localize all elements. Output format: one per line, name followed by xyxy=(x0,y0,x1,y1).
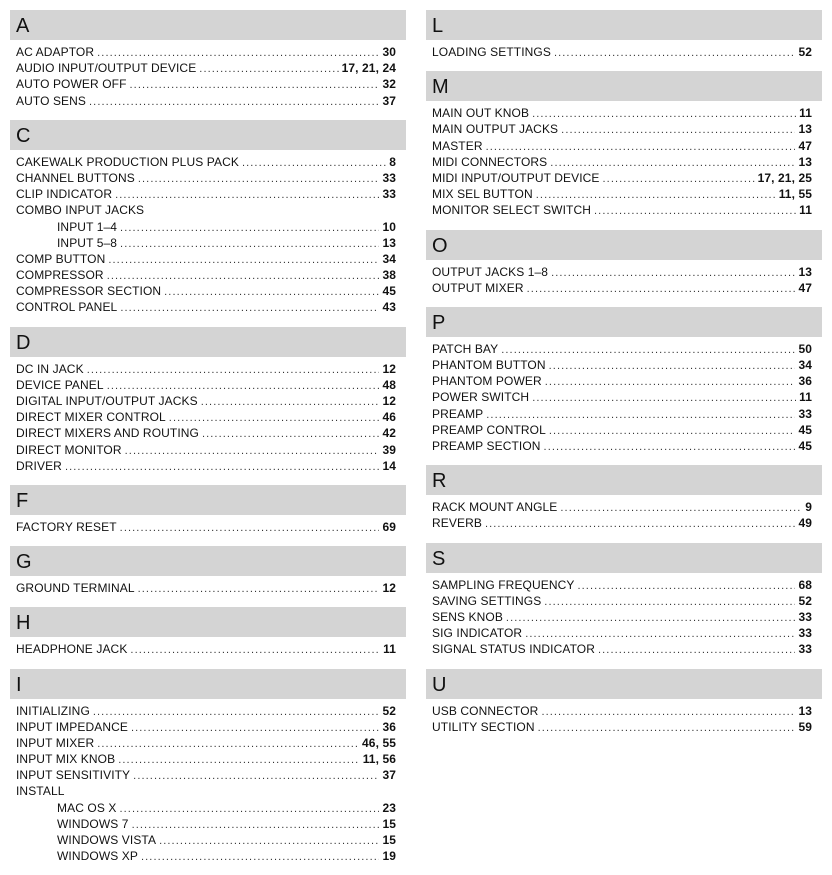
section-letter-header: U xyxy=(426,669,822,699)
index-entry-page: 33 xyxy=(382,187,396,202)
dot-leader xyxy=(120,300,379,316)
dot-leader xyxy=(93,704,380,720)
dot-leader xyxy=(532,106,796,122)
index-entry-page: 33 xyxy=(382,170,396,185)
index-entry xyxy=(10,641,406,657)
dot-leader xyxy=(202,426,379,442)
index-entry-label: MIDI CONNECTORS xyxy=(432,154,548,169)
index-entry-label: AUTO POWER OFF xyxy=(16,77,127,92)
index-entry xyxy=(426,593,822,609)
index-entry xyxy=(426,280,822,296)
index-entry xyxy=(10,76,406,92)
index-entry-label: DEVICE PANEL xyxy=(16,377,104,392)
index-entry-label: COMPRESSOR SECTION xyxy=(16,284,162,299)
index-entry xyxy=(10,735,406,751)
index-entry-page: 12 xyxy=(382,581,396,596)
dot-leader xyxy=(131,720,379,736)
index-entry-page: 68 xyxy=(798,577,812,592)
index-entry-label: OUTPUT MIXER xyxy=(432,280,524,295)
index-section-i xyxy=(10,669,406,865)
index-entry xyxy=(426,389,822,405)
index-entry-label: OUTPUT JACKS 1–8 xyxy=(432,264,549,279)
index-entry-page: 37 xyxy=(382,93,396,108)
index-entry-label: DIRECT MIXER CONTROL xyxy=(16,410,166,425)
section-letter-header: P xyxy=(426,307,822,337)
index-entry-label: GROUND TERMINAL xyxy=(16,581,135,596)
dot-leader xyxy=(598,642,795,658)
index-entry-page: 42 xyxy=(382,426,396,441)
index-entry-page: 33 xyxy=(798,642,812,657)
index-entry-label: INPUT MIXER xyxy=(16,735,95,750)
dot-leader xyxy=(561,122,795,138)
index-entry xyxy=(426,373,822,389)
index-column-right xyxy=(426,10,822,746)
index-entry-label: HEADPHONE JACK xyxy=(16,642,128,657)
index-section-f xyxy=(10,485,406,535)
section-letter-header: I xyxy=(10,669,406,699)
index-entry xyxy=(10,519,406,535)
section-entries xyxy=(426,40,822,60)
index-entry-page: 43 xyxy=(382,300,396,315)
index-entry xyxy=(426,186,822,202)
dot-leader xyxy=(549,358,796,374)
index-entry-label: INPUT 5–8 xyxy=(57,235,118,250)
dot-leader xyxy=(549,423,796,439)
index-entry-label: DC IN JACK xyxy=(16,361,84,376)
dot-leader xyxy=(133,768,379,784)
index-entry xyxy=(426,577,822,593)
section-letter-header: D xyxy=(10,327,406,357)
dot-leader xyxy=(108,252,379,268)
index-entry xyxy=(10,251,406,267)
index-entry-page: 32 xyxy=(382,77,396,92)
index-entry-page: 13 xyxy=(798,154,812,169)
index-entry xyxy=(10,299,406,315)
index-entry-page: 46 xyxy=(382,410,396,425)
index-entry-label: SIG INDICATOR xyxy=(432,626,523,641)
index-entry-page: 15 xyxy=(382,816,396,831)
dot-leader xyxy=(141,849,379,865)
section-entries xyxy=(10,150,406,316)
dot-leader xyxy=(115,187,379,203)
index-entry xyxy=(10,816,406,832)
index-entry xyxy=(426,357,822,373)
index-entry xyxy=(10,283,406,299)
index-entry-page: 13 xyxy=(798,703,812,718)
index-entry-page: 19 xyxy=(382,849,396,864)
dot-leader xyxy=(578,578,796,594)
dot-leader xyxy=(536,187,776,203)
index-entry xyxy=(10,267,406,283)
index-entry-label: MAC OS X xyxy=(57,800,117,815)
index-entry xyxy=(10,219,406,235)
dot-leader xyxy=(97,736,359,752)
index-entry xyxy=(10,580,406,596)
dot-leader xyxy=(87,362,380,378)
index-entry xyxy=(10,377,406,393)
index-entry-page: 37 xyxy=(382,768,396,783)
index-entry xyxy=(10,44,406,60)
index-entry xyxy=(10,800,406,816)
index-entry-label: WINDOWS VISTA xyxy=(57,833,157,847)
index-section-a xyxy=(10,10,406,109)
index-entry-page: 48 xyxy=(382,377,396,392)
index-entry-page: 11, 55 xyxy=(778,187,812,202)
index-entry-label: INPUT IMPEDANCE xyxy=(16,719,128,734)
dot-leader xyxy=(132,817,380,833)
index-entry-label: PHANTOM POWER xyxy=(432,374,542,389)
index-entry xyxy=(10,442,406,458)
index-entry-page: 46, 55 xyxy=(362,735,396,750)
index-entry xyxy=(10,409,406,425)
index-entry-label: POWER SWITCH xyxy=(432,390,530,405)
dot-leader xyxy=(545,374,796,390)
index-entry-label: MONITOR SELECT SWITCH xyxy=(432,203,592,218)
index-entry-page: 49 xyxy=(798,516,812,531)
dot-leader xyxy=(541,704,795,720)
index-entry-label: INPUT 1–4 xyxy=(57,219,118,234)
dot-leader xyxy=(119,801,379,817)
index-entry xyxy=(426,499,822,515)
index-entry xyxy=(10,703,406,719)
index-entry-page: 52 xyxy=(798,45,812,59)
index-entry-label: COMP BUTTON xyxy=(16,251,106,266)
index-entry-page: 13 xyxy=(382,235,396,250)
section-letter-header: L xyxy=(426,10,822,40)
dot-leader xyxy=(544,594,795,610)
index-entry-label: INPUT MIX KNOB xyxy=(16,752,116,767)
section-entries xyxy=(10,699,406,865)
index-entry-page: 52 xyxy=(382,703,396,718)
index-entry xyxy=(10,235,406,251)
dot-leader xyxy=(159,833,379,849)
section-letter-header: M xyxy=(426,71,822,101)
index-entry xyxy=(10,425,406,441)
index-entry-label: INITIALIZING xyxy=(16,703,90,718)
section-letter-header: G xyxy=(10,546,406,576)
index-entry-label: PREAMP CONTROL xyxy=(432,422,546,437)
index-section-l xyxy=(426,10,822,60)
index-entry-page: 10 xyxy=(382,219,396,234)
index-entry-label: MAIN OUT KNOB xyxy=(432,106,530,121)
index-entry-page: 11 xyxy=(799,390,812,405)
section-entries xyxy=(10,637,406,657)
index-entry-page: 45 xyxy=(798,439,812,453)
dot-leader xyxy=(65,459,379,475)
index-entry-label: SIGNAL STATUS INDICATOR xyxy=(432,642,595,657)
index-entry-label: PREAMP xyxy=(432,406,484,421)
index-entry-label: WINDOWS XP xyxy=(57,849,138,864)
dot-leader xyxy=(169,410,380,426)
index-section-g xyxy=(10,546,406,596)
dot-leader xyxy=(560,500,802,516)
index-entry-label: REVERB xyxy=(432,516,482,531)
index-entry-label: SAMPLING FREQUENCY xyxy=(432,577,575,592)
index-entry-page: 9 xyxy=(805,500,812,515)
index-entry-label: DIGITAL INPUT/OUTPUT JACKS xyxy=(16,394,198,408)
index-entry-page: 11 xyxy=(799,203,812,218)
section-entries xyxy=(10,576,406,596)
dot-leader xyxy=(130,77,380,93)
index-entry xyxy=(426,422,822,438)
index-entry-label: PREAMP SECTION xyxy=(432,439,541,453)
index-entry-page: 13 xyxy=(798,264,812,279)
section-letter-header: C xyxy=(10,120,406,150)
index-entry xyxy=(426,105,822,121)
index-entry-page: 11, 56 xyxy=(362,752,396,767)
dot-leader xyxy=(125,443,380,459)
section-letter-header: A xyxy=(10,10,406,40)
dot-leader xyxy=(199,61,338,77)
section-entries xyxy=(426,573,822,658)
dot-leader xyxy=(120,236,379,252)
section-entries xyxy=(10,515,406,535)
dot-leader xyxy=(554,45,795,61)
dot-leader xyxy=(551,265,795,281)
index-entry xyxy=(10,361,406,377)
dot-leader xyxy=(544,439,796,455)
section-entries xyxy=(10,40,406,109)
index-entry xyxy=(10,751,406,767)
section-entries xyxy=(426,101,822,218)
index-entry xyxy=(10,60,406,76)
dot-leader xyxy=(486,139,796,155)
dot-leader xyxy=(527,281,796,297)
index-entry-page: 33 xyxy=(798,626,812,641)
index-entry-page: 36 xyxy=(382,719,396,734)
index-entry-label: MASTER xyxy=(432,138,483,153)
index-entry-label: INPUT SENSITIVITY xyxy=(16,768,131,783)
index-entry xyxy=(10,154,406,170)
index-entry-page: 69 xyxy=(382,519,396,534)
index-entry xyxy=(10,93,406,109)
dot-leader xyxy=(118,752,359,768)
index-entry xyxy=(426,202,822,218)
index-entry-page: 52 xyxy=(798,593,812,608)
index-entry xyxy=(426,609,822,625)
index-entry-label: PATCH BAY xyxy=(432,341,499,356)
dot-leader xyxy=(138,581,380,597)
dot-leader xyxy=(164,284,379,300)
index-entry xyxy=(426,719,822,735)
index-section-s xyxy=(426,543,822,658)
index-entry-label: COMBO INPUT JACKS xyxy=(16,203,145,218)
index-entry-label: MIDI INPUT/OUTPUT DEVICE xyxy=(432,170,600,185)
index-entry-label: MIX SEL BUTTON xyxy=(432,187,533,202)
index-entry xyxy=(426,341,822,357)
section-entries xyxy=(10,357,406,474)
index-entry-label: USB CONNECTOR xyxy=(432,703,539,718)
index-entry xyxy=(426,703,822,719)
index-entry xyxy=(426,406,822,422)
index-entry xyxy=(10,393,406,409)
section-letter-header: S xyxy=(426,543,822,573)
index-entry-label: RACK MOUNT ANGLE xyxy=(432,500,558,515)
index-entry-page: 50 xyxy=(798,341,812,356)
index-section-d xyxy=(10,327,406,474)
dot-leader xyxy=(97,45,379,61)
index-entry-label: SAVING SETTINGS xyxy=(432,593,542,608)
index-section-o xyxy=(426,230,822,296)
index-entry-page: 13 xyxy=(798,122,812,137)
index-entry xyxy=(10,832,406,848)
section-letter-header: R xyxy=(426,465,822,495)
section-entries xyxy=(426,337,822,454)
dot-leader xyxy=(538,720,796,736)
section-entries xyxy=(426,495,822,531)
index-entry xyxy=(10,458,406,474)
index-entry-page: 11 xyxy=(383,642,396,657)
index-entry xyxy=(10,170,406,186)
index-entry xyxy=(426,641,822,657)
dot-leader xyxy=(107,378,380,394)
index-entry-page: 12 xyxy=(382,361,396,376)
section-letter-header: F xyxy=(10,485,406,515)
index-entry-page: 59 xyxy=(798,719,812,734)
index-entry-label: DIRECT MONITOR xyxy=(16,442,122,457)
index-entry-label: COMPRESSOR xyxy=(16,268,104,283)
index-entry-label: DIRECT MIXERS AND ROUTING xyxy=(16,426,199,441)
index-entry xyxy=(426,264,822,280)
index-entry xyxy=(10,848,406,864)
index-entry-label: PHANTOM BUTTON xyxy=(432,358,546,373)
index-entry-label: SENS KNOB xyxy=(432,609,503,624)
index-entry xyxy=(426,44,822,60)
index-entry-label: AUTO SENS xyxy=(16,93,87,108)
index-column-left xyxy=(10,10,406,875)
index-entry-label: AC ADAPTOR xyxy=(16,45,95,59)
index-entry-label: UTILITY SECTION xyxy=(432,719,535,734)
index-entry-page: 14 xyxy=(382,458,396,473)
dot-leader xyxy=(120,520,380,536)
dot-leader xyxy=(485,516,795,532)
index-entry xyxy=(426,170,822,186)
index-entry xyxy=(10,767,406,783)
dot-leader xyxy=(201,394,380,410)
dot-leader xyxy=(550,155,795,171)
index-section-m xyxy=(426,71,822,218)
index-entry xyxy=(426,438,822,454)
dot-leader xyxy=(525,626,795,642)
index-entry-label: LOADING SETTINGS xyxy=(432,45,551,59)
index-entry xyxy=(426,625,822,641)
index-entry-label: DRIVER xyxy=(16,458,62,473)
section-entries xyxy=(426,699,822,735)
index-entry xyxy=(10,719,406,735)
index-entry-page: 39 xyxy=(382,442,396,457)
index-entry-page: 30 xyxy=(382,45,396,59)
index-entry-label: MAIN OUTPUT JACKS xyxy=(432,122,559,137)
section-letter-header: H xyxy=(10,607,406,637)
dot-leader xyxy=(506,610,796,626)
index-entry xyxy=(426,515,822,531)
index-entry xyxy=(426,138,822,154)
index-entry xyxy=(426,154,822,170)
index-entry-page: 11 xyxy=(799,106,812,121)
index-entry-label: CAKEWALK PRODUCTION PLUS PACK xyxy=(16,154,239,169)
dot-leader xyxy=(594,203,796,219)
index-entry-page: 47 xyxy=(798,280,812,295)
index-entry-page: 45 xyxy=(382,284,396,299)
index-entry-page: 45 xyxy=(798,422,812,437)
dot-leader xyxy=(130,642,380,658)
index-entry xyxy=(10,783,406,799)
index-entry-page: 12 xyxy=(382,394,396,408)
index-entry-label: CHANNEL BUTTONS xyxy=(16,170,135,185)
index-entry-label: WINDOWS 7 xyxy=(57,816,129,831)
dot-leader xyxy=(138,171,380,187)
dot-leader xyxy=(603,171,755,187)
index-entry-page: 17, 21, 24 xyxy=(341,61,396,76)
index-entry-page: 36 xyxy=(798,374,812,389)
index-entry xyxy=(426,121,822,137)
index-entry-page: 23 xyxy=(382,800,396,815)
index-entry xyxy=(10,186,406,202)
index-entry-page: 17, 21, 25 xyxy=(757,170,812,185)
section-entries xyxy=(426,260,822,296)
index-entry-label: INSTALL xyxy=(16,784,65,799)
dot-leader xyxy=(107,268,380,284)
index-entry xyxy=(10,202,406,218)
index-entry-page: 33 xyxy=(798,406,812,421)
index-entry-page: 33 xyxy=(798,609,812,624)
dot-leader xyxy=(120,220,379,236)
index-section-c xyxy=(10,120,406,316)
index-section-p xyxy=(426,307,822,454)
index-entry-page: 34 xyxy=(798,358,812,373)
index-entry-label: FACTORY RESET xyxy=(16,519,117,534)
dot-leader xyxy=(501,342,795,358)
index-entry-page: 34 xyxy=(382,251,396,266)
index-section-r xyxy=(426,465,822,531)
dot-leader xyxy=(89,94,379,110)
index-entry-label: CLIP INDICATOR xyxy=(16,187,113,202)
dot-leader xyxy=(242,155,386,171)
section-letter-header: O xyxy=(426,230,822,260)
index-entry-page: 38 xyxy=(382,268,396,283)
index-entry-page: 15 xyxy=(382,833,396,847)
index-section-u xyxy=(426,669,822,735)
dot-leader xyxy=(486,407,795,423)
index-entry-page: 8 xyxy=(389,154,396,169)
index-entry-page: 47 xyxy=(798,138,812,153)
index-entry-label: CONTROL PANEL xyxy=(16,300,118,315)
index-entry-label: AUDIO INPUT/OUTPUT DEVICE xyxy=(16,61,197,76)
dot-leader xyxy=(532,390,796,406)
index-section-h xyxy=(10,607,406,657)
